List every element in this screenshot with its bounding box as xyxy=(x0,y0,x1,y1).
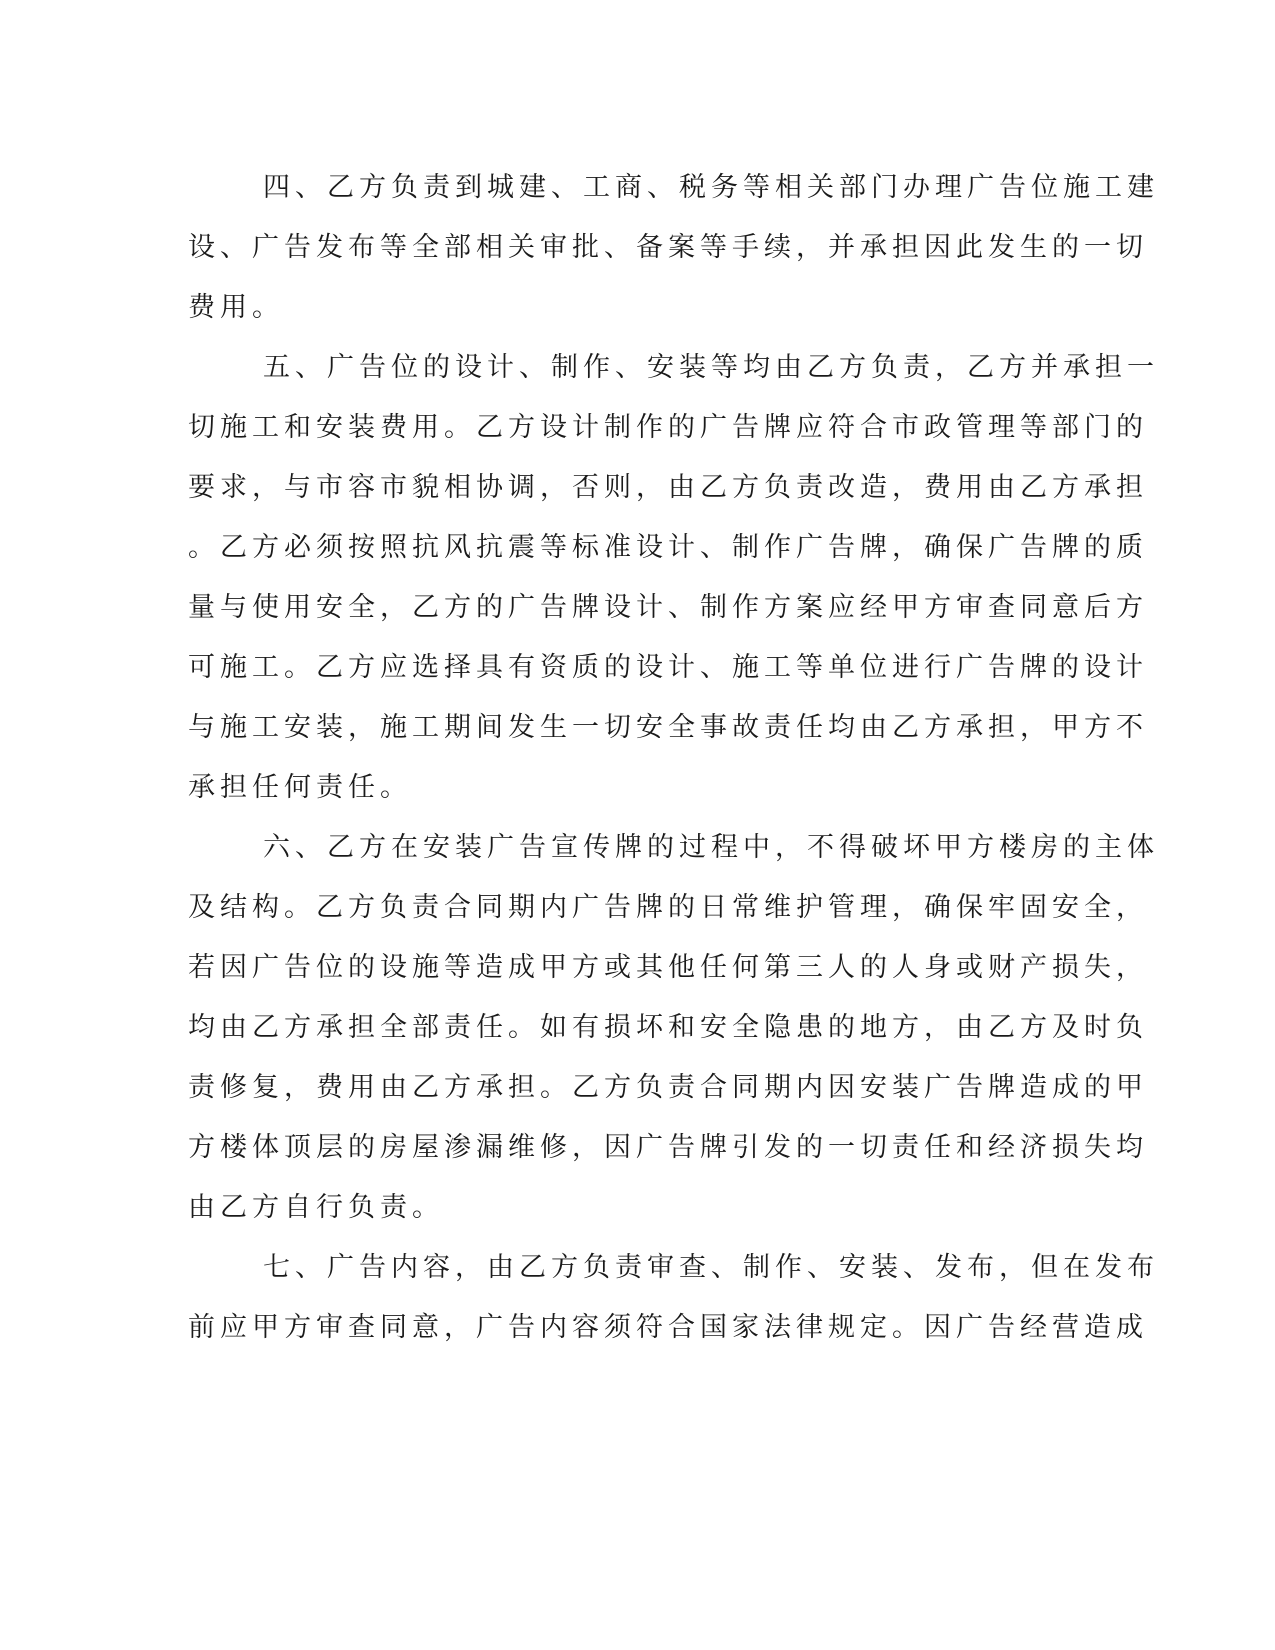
text-line: 责修复，费用由乙方承担。乙方负责合同期内因安装广告牌造成的甲 xyxy=(188,1072,1148,1103)
text-line: 量与使用安全，乙方的广告牌设计、制作方案应经甲方审查同意后方 xyxy=(188,592,1148,623)
text-line: 承担任何责任。 xyxy=(188,772,412,803)
paragraph-clause-7 xyxy=(188,1238,1159,1358)
text-line: 前应甲方审查同意，广告内容须符合国家法律规定。因广告经营造成 xyxy=(188,1312,1148,1343)
document-body xyxy=(188,158,1159,1358)
text-line: 及结构。乙方负责合同期内广告牌的日常维护管理，确保牢固安全， xyxy=(188,892,1148,923)
text-line: 费用。 xyxy=(188,292,284,323)
text-line: 五、广告位的设计、制作、安装等均由乙方负责，乙方并承担一 xyxy=(263,352,1159,383)
text-line: 要求，与市容市貌相协调，否则，由乙方负责改造，费用由乙方承担 xyxy=(188,472,1148,503)
text-line: 与施工安装，施工期间发生一切安全事故责任均由乙方承担，甲方不 xyxy=(188,712,1148,743)
paragraph-clause-4 xyxy=(188,158,1159,338)
text-line: 六、乙方在安装广告宣传牌的过程中，不得破坏甲方楼房的主体 xyxy=(263,832,1159,863)
text-line: 均由乙方承担全部责任。如有损坏和安全隐患的地方，由乙方及时负 xyxy=(188,1012,1148,1043)
text-line: 若因广告位的设施等造成甲方或其他任何第三人的人身或财产损失， xyxy=(188,952,1148,983)
paragraph-clause-6 xyxy=(188,818,1159,1238)
text-line: 方楼体顶层的房屋渗漏维修，因广告牌引发的一切责任和经济损失均 xyxy=(188,1132,1148,1163)
text-line: 四、乙方负责到城建、工商、税务等相关部门办理广告位施工建 xyxy=(263,172,1159,203)
text-line: 。乙方必须按照抗风抗震等标准设计、制作广告牌，确保广告牌的质 xyxy=(188,532,1148,563)
text-line: 七、广告内容，由乙方负责审查、制作、安装、发布，但在发布 xyxy=(263,1252,1159,1283)
text-line: 可施工。乙方应选择具有资质的设计、施工等单位进行广告牌的设计 xyxy=(188,652,1148,683)
text-line: 设、广告发布等全部相关审批、备案等手续，并承担因此发生的一切 xyxy=(188,232,1148,263)
paragraph-clause-5 xyxy=(188,338,1159,818)
text-line: 切施工和安装费用。乙方设计制作的广告牌应符合市政管理等部门的 xyxy=(188,412,1148,443)
text-line: 由乙方自行负责。 xyxy=(188,1192,444,1223)
